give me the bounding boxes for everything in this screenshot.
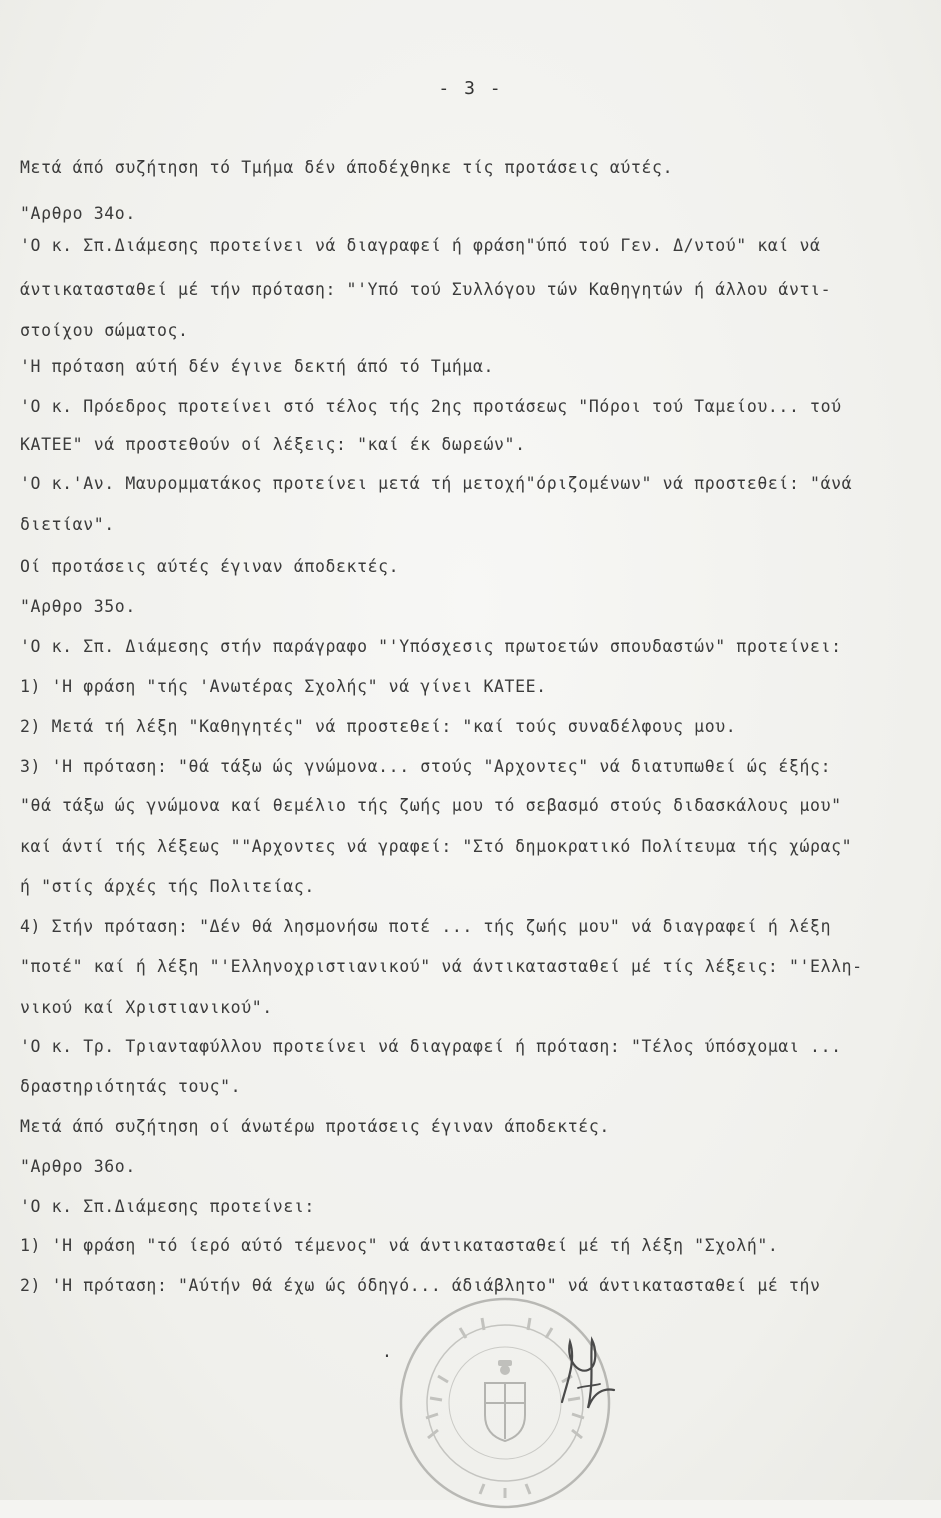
text-line: 'Ο κ. Σπ.Διάμεσης προτείνει νά διαγραφεί ή φράση"ύπό τού Γεν. Δ/ντού" καί νά xyxy=(20,236,821,255)
page-number: - 3 - xyxy=(438,78,503,99)
text-line: 4) Στήν πρόταση: "Δέν θά λησμονήσω ποτέ ... τής ζωής μου" νά διαγραφεί ή λέξη xyxy=(20,917,832,936)
text-line: 'Ο κ.'Αν. Μαυρομματάκος προτείνει μετά τή μετοχή"όριζομένων" νά προστεθεί: "άνά xyxy=(20,474,853,493)
text-line: "ποτέ" καί ή λέξη "'Ελληνοχριστιανικού" νά άντικατασταθεί μέ τίς λέξεις: "'Ελλη- xyxy=(20,957,863,976)
text-line: Μετά άπό συζήτηση οί άνωτέρω προτάσεις έγιναν άποδεκτές. xyxy=(20,1117,610,1136)
closing-mark: . xyxy=(382,1342,393,1361)
text-line: στοίχου σώματος. xyxy=(20,321,189,340)
text-line: 'Η πρόταση αύτή δέν έγινε δεκτή άπό τό Τμήμα. xyxy=(20,357,495,376)
text-line: ή "στίς άρχές τής Πολιτείας. xyxy=(20,877,315,896)
text-line: "θά τάξω ώς γνώμονα καί θεμέλιο τής ζωής μου τό σεβασμό στούς διδασκάλους μου" xyxy=(20,796,842,815)
text-line: 1) 'Η φράση "τό ίερό αύτό τέμενος" νά άντικατασταθεί μέ τή λέξη "Σχολή". xyxy=(20,1236,779,1255)
text-line: 2) Μετά τή λέξη "Καθηγητές" νά προστεθεί: "καί τούς συναδέλφους μου. xyxy=(20,717,737,736)
text-line: 'Ο κ. Τρ. Τριανταφύλλου προτείνει νά διαγραφεί ή πρόταση: "Τέλος ύπόσχομαι ... xyxy=(20,1037,842,1056)
text-line: "Αρθρο 36ο. xyxy=(20,1157,136,1176)
text-line: άντικατασταθεί μέ τήν πρόταση: "'Υπό τού Συλλόγου τών Καθηγητών ή άλλου άντι- xyxy=(20,280,832,299)
text-line: καί άντί τής λέξεως ""Αρχοντες νά γραφεί: "Στό δημοκρατικό Πολίτευμα τής χώρας" xyxy=(20,837,853,856)
text-line: ΚΑΤΕΕ" νά προστεθούν οί λέξεις: "καί έκ δωρεών". xyxy=(20,435,526,454)
text-line: διετίαν". xyxy=(20,515,115,534)
handwritten-signature xyxy=(548,1330,628,1420)
text-line: δραστηριότητάς τους". xyxy=(20,1077,242,1096)
text-line: 'Ο κ. Σπ.Διάμεσης προτείνει: xyxy=(20,1197,315,1216)
text-line: Οί προτάσεις αύτές έγιναν άποδεκτές. xyxy=(20,557,400,576)
text-line: νικού καί Χριστιανικού". xyxy=(20,998,273,1017)
text-line: Μετά άπό συζήτηση τό Τμήμα δέν άποδέχθηκε τίς προτάσεις αύτές. xyxy=(20,158,674,177)
text-line: 'Ο κ. Πρόεδρος προτείνει στό τέλος τής 2ης προτάσεως "Πόροι τού Ταμείου... τού xyxy=(20,397,842,416)
text-line: "Αρθρο 35ο. xyxy=(20,597,136,616)
text-line: 'Ο κ. Σπ. Διάμεσης στήν παράγραφο "'Υπόσχεσις πρωτοετών σπουδαστών" προτείνει: xyxy=(20,637,842,656)
show-through-text xyxy=(30,218,910,236)
text-line: "Αρθρο 34ο. xyxy=(20,204,136,223)
text-line: 3) 'Η πρόταση: "θά τάξω ώς γνώμονα... στούς "Αρχοντες" νά διατυπωθεί ώς έξής: xyxy=(20,757,832,776)
text-line: 2) 'Η πρόταση: "Αύτήν θά έχω ώς όδηγό... άδιάβλητο" νά άντικατασταθεί μέ τήν xyxy=(20,1276,821,1295)
text-line: 1) 'Η φράση "τής 'Ανωτέρας Σχολής" νά γίνει ΚΑΤΕΕ. xyxy=(20,677,547,696)
